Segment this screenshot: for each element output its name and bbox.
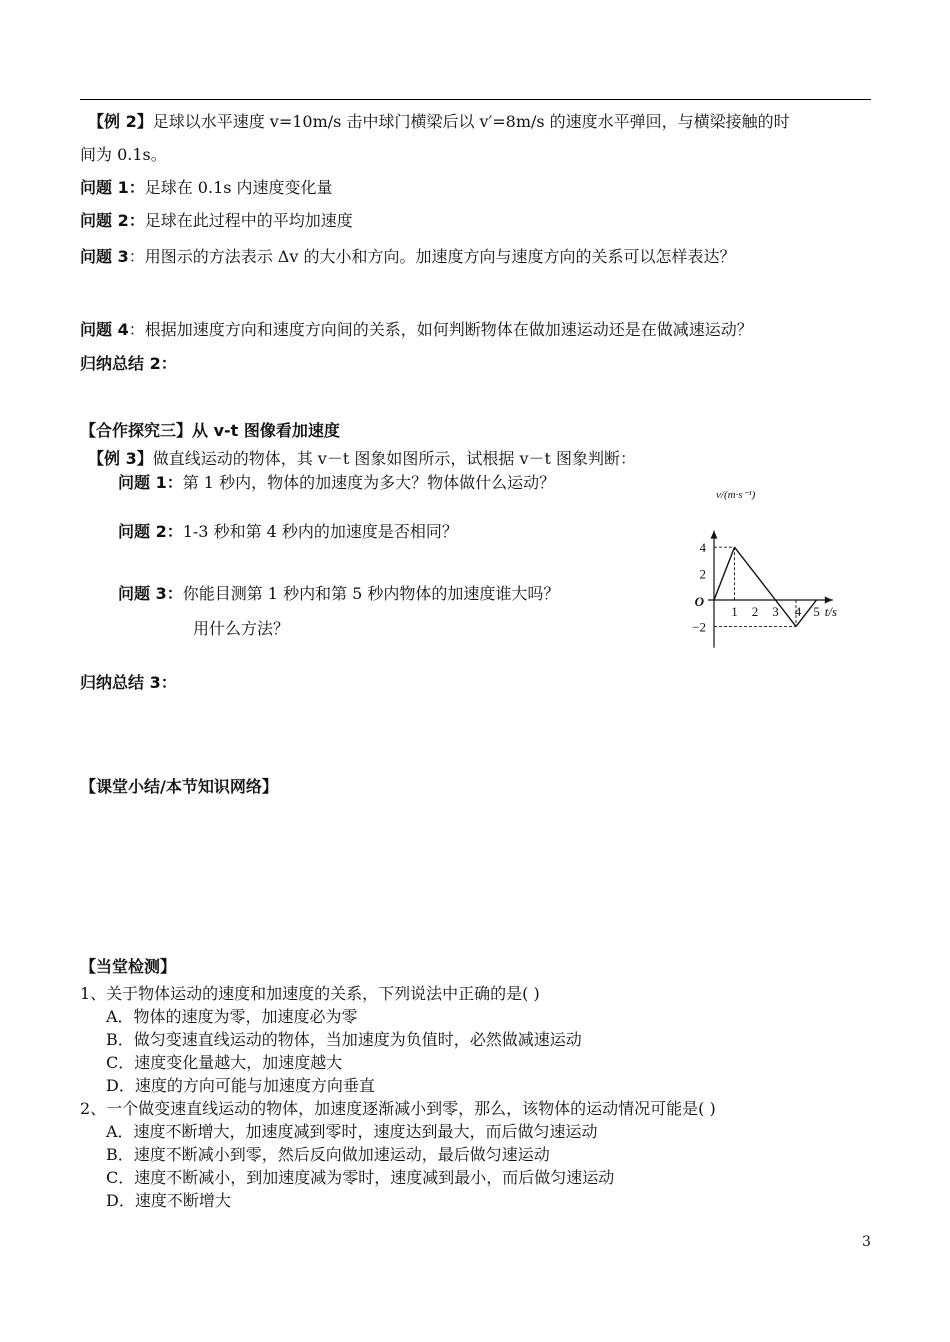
example-3-heading: 【例 3】	[88, 449, 153, 468]
question-text: ：根据加速度方向和速度方向间的关系，如何判断物体在做加速运动还是在做减速运动？	[128, 320, 753, 339]
question-text: 1-3 秒和第 4 秒内的加速度是否相同？	[182, 522, 458, 541]
check-q2-option-d: D．速度不断增大	[106, 1191, 231, 1210]
x-tick-label: 3	[772, 604, 779, 619]
example-2-question-1	[80, 178, 333, 197]
x-tick-label: 1	[731, 604, 738, 619]
example-3-question-3-cont: 用什么方法？	[193, 619, 290, 638]
example-3-question-2	[118, 522, 458, 541]
check-q1-option-a: A．物体的速度为零，加速度必为零	[106, 1007, 358, 1026]
series-segment	[735, 547, 776, 600]
check-q1-option-c: C．速度变化量越大，加速度越大	[106, 1053, 343, 1072]
question-label: 问题 1：	[80, 178, 145, 197]
question-label: 问题 4	[80, 320, 129, 339]
example-2-question-2	[80, 211, 353, 230]
check-q2-option-b: B．速度不断减小到零，然后反向做加速运动，最后做匀速运动	[106, 1145, 550, 1164]
origin-label: O	[694, 594, 704, 609]
check-heading: 【当堂检测】	[80, 957, 177, 976]
y-tick-label: −2	[692, 619, 706, 635]
x-tick-label: 4	[794, 604, 802, 619]
example-3-intro	[88, 449, 636, 468]
x-axis-arrow	[825, 597, 833, 604]
question-label: 问题 3	[80, 247, 129, 266]
y-axis-label: v/(m·s⁻¹)	[716, 489, 756, 501]
question-label: 问题 1：	[118, 473, 183, 492]
top-rule	[80, 99, 871, 100]
example-2-question-3	[80, 247, 736, 266]
check-q1-option-d: D．速度的方向可能与加速度方向垂直	[106, 1076, 375, 1095]
series-segment	[714, 547, 735, 600]
y-tick-label: 4	[699, 540, 706, 556]
question-text: ：用图示的方法表示 Δv 的大小和方向。加速度方向与速度方向的关系可以怎样表达？	[128, 247, 736, 266]
example-2-line-1	[88, 112, 790, 131]
example-2-heading: 【例 2】	[88, 112, 153, 131]
y-axis-arrow	[711, 531, 718, 539]
question-label: 问题 2：	[80, 211, 145, 230]
y-tick-label: 2	[699, 566, 706, 582]
page-number: 3	[862, 1234, 871, 1250]
example-2-question-4	[80, 320, 753, 339]
x-tick-label: 2	[751, 604, 759, 619]
check-q2-option-c: C．速度不断减小，到加速度减为零时，速度减到最小，而后做匀速运动	[106, 1168, 615, 1187]
check-q2-option-a: A．速度不断增大，加速度减到零时，速度达到最大，而后做匀速运动	[106, 1122, 598, 1141]
question-label: 问题 2：	[118, 522, 183, 541]
v-t-chart	[688, 484, 868, 662]
example-2-text-1: 足球以水平速度 v=10m/s 击中球门横梁后以 v′=8m/s 的速度水平弹回，与横梁接触的时	[152, 112, 790, 131]
x-tick-label: 5	[813, 604, 820, 619]
section-heading-coop-3: 【合作探究三】从 v-t 图像看加速度	[80, 421, 340, 440]
question-label: 问题 3：	[118, 584, 183, 603]
check-question-2: 2、一个做变速直线运动的物体，加速度逐渐减小到零，那么，该物体的运动情况可能是( )	[80, 1099, 716, 1118]
question-text: 足球在 0.1s 内速度变化量	[144, 178, 333, 197]
example-2-line-2: 间为 0.1s。	[80, 145, 167, 164]
question-text: 足球在此过程中的平均加速度	[144, 211, 353, 230]
question-text: 第 1 秒内，物体的加速度为多大？物体做什么运动？	[182, 473, 556, 492]
example-3-question-3	[118, 584, 559, 603]
check-q1-option-b: B．做匀变速直线运动的物体，当加速度为负值时，必然做减速运动	[106, 1030, 582, 1049]
question-text: 你能目测第 1 秒内和第 5 秒内物体的加速度谁大吗？	[182, 584, 560, 603]
summary-2: 归纳总结 2：	[80, 354, 177, 373]
class-summary-heading: 【课堂小结/本节知识网络】	[80, 777, 278, 796]
x-axis-label: t/s	[824, 604, 838, 619]
check-question-1: 1、关于物体运动的速度和加速度的关系，下列说法中正确的是( )	[80, 984, 540, 1003]
summary-3: 归纳总结 3：	[80, 673, 177, 692]
example-3-text: 做直线运动的物体，其 v－t 图象如图所示，试根据 v－t 图象判断：	[152, 449, 637, 468]
example-3-question-1	[118, 473, 555, 492]
